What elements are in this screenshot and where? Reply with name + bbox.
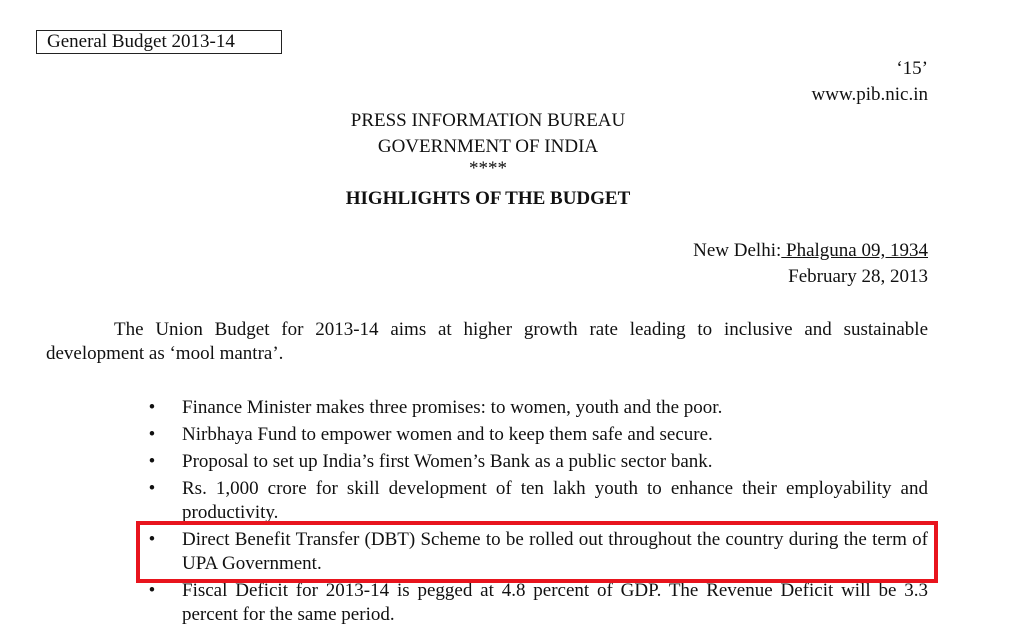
bullet-icon: • <box>148 451 156 472</box>
list-item <box>146 396 928 420</box>
list-item-text: Finance Minister makes three promises: to women, youth and the poor. <box>182 397 723 418</box>
list-item-text: Direct Benefit Transfer (DBT) Scheme to be rolled out throughout the country during the term of UPA Government. <box>182 529 928 574</box>
list-item <box>146 450 928 474</box>
dateline-place: New Delhi: <box>693 240 782 261</box>
website-url: www.pib.nic.in <box>811 84 928 105</box>
dateline-gregorian-date: February 28, 2013 <box>788 266 928 287</box>
bullet-icon: • <box>148 478 156 499</box>
list-item <box>146 477 928 525</box>
list-item <box>146 423 928 447</box>
budget-tag-label: General Budget 2013-14 <box>47 31 235 52</box>
list-item-text: Fiscal Deficit for 2013-14 is pegged at 4.8 percent of GDP. The Revenue Deficit will be 3.3 percent for the same period. <box>182 580 928 625</box>
agency-name: PRESS INFORMATION BUREAU <box>350 110 626 131</box>
list-item-highlighted <box>146 528 928 576</box>
list-item-text: Proposal to set up India’s first Women’s Bank as a public sector bank. <box>182 451 713 472</box>
dateline-saka-date: Phalguna 09, 1934 <box>781 240 928 261</box>
bullet-icon: • <box>148 397 156 418</box>
intro-paragraph: The Union Budget for 2013-14 aims at higher growth rate leading to inclusive and sustainable development as ‘mool mantra’. <box>46 319 928 364</box>
list-item-text: Rs. 1,000 crore for skill development of ten lakh youth to enhance their employability and productivity. <box>182 478 928 523</box>
release-number: ‘15’ <box>896 58 928 79</box>
bullet-icon: • <box>148 580 156 601</box>
highlights-list <box>146 396 928 627</box>
government-name: GOVERNMENT OF INDIA <box>377 136 599 157</box>
list-item <box>146 579 928 627</box>
separator-stars: **** <box>469 158 507 179</box>
bullet-icon: • <box>148 529 156 550</box>
list-item-text: Nirbhaya Fund to empower women and to keep them safe and secure. <box>182 424 713 445</box>
budget-tag <box>36 30 282 54</box>
document-title: HIGHLIGHTS OF THE BUDGET <box>345 188 631 209</box>
bullet-icon: • <box>148 424 156 445</box>
dateline-place-date <box>693 240 928 262</box>
